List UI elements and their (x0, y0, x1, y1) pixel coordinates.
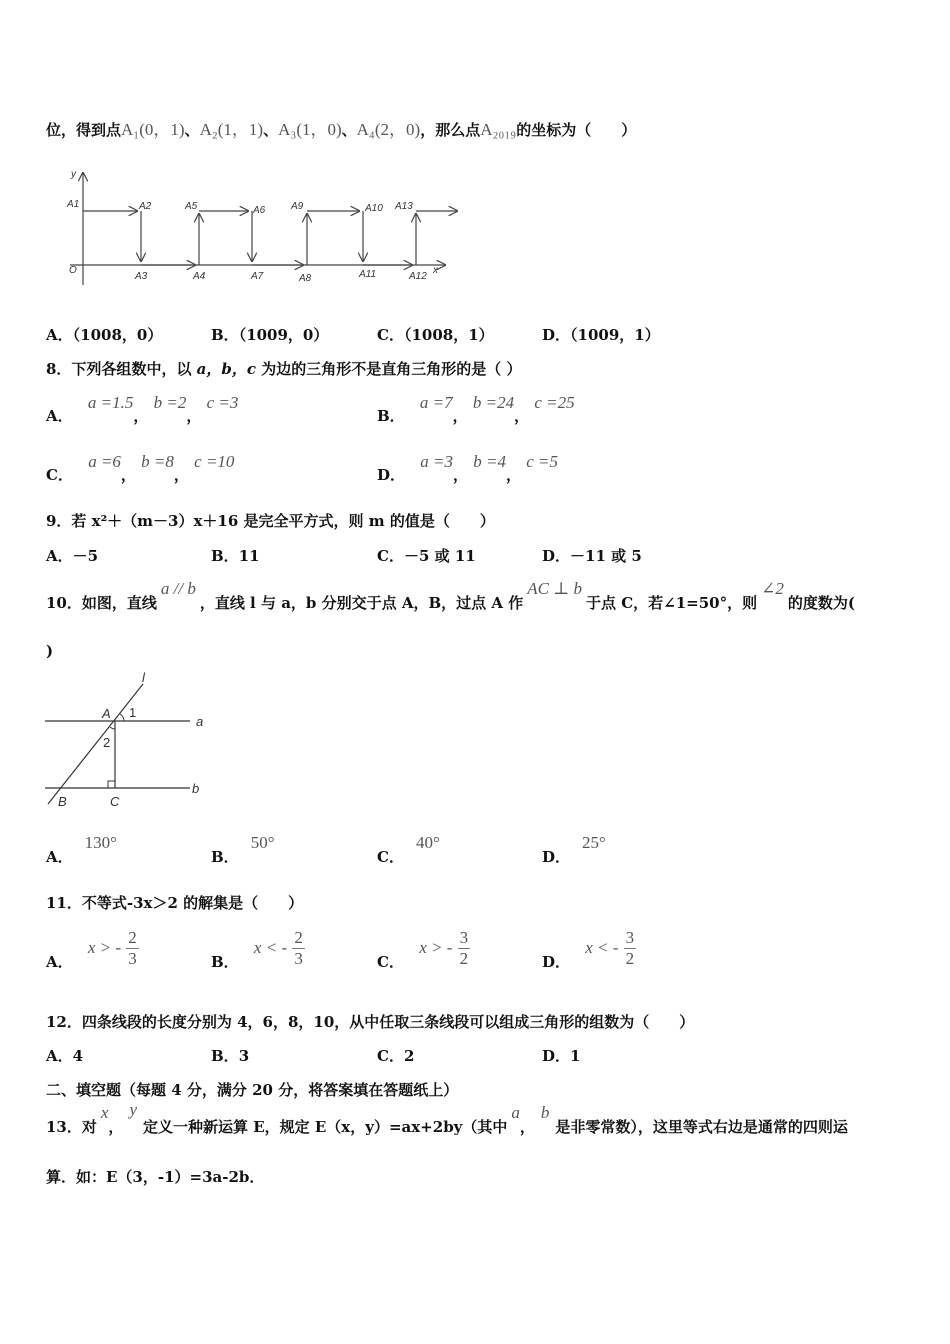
q8-stem: 8．下列各组数中，以 a，b，c 为边的三角形不是直角三角形的是（ ） (46, 360, 522, 378)
q12-option-d: D．1 (542, 1047, 581, 1065)
q10-label-B: B (58, 794, 67, 809)
q7-label-x: x (433, 265, 438, 276)
q7-label-a1: A1 (67, 199, 80, 210)
q10-stem: 10．如图，直线a // b，直线 l 与 a，b 分别交于点 A，B，过点 A 作AC ⊥ b于点 C，若∠1=50°，则∠2的度数为( (46, 579, 855, 612)
q7-label-a2: A2 (139, 201, 152, 212)
q10-angle1-arc (120, 714, 124, 721)
q12-stem: 12．四条线段的长度分别为 4，6，8，10，从中任取三条线段可以组成三角形的组数为（ ） (46, 1013, 695, 1031)
q7-label-a9: A9 (291, 201, 304, 212)
q7-suffix2: 的坐标为（ ） (516, 121, 637, 139)
q8-option-b: B． a =7， b =24， c =25 (377, 393, 575, 425)
q10-label-l: l (142, 672, 145, 685)
q10-stem-close: ) (46, 642, 54, 660)
q11-stem: 11．不等式-3x＞2 的解集是（ ） (46, 894, 304, 912)
q7-point-target: A₂₀₁₉ (480, 120, 517, 139)
q8-option-c: C． a =6， b =8， c =10 (46, 452, 235, 484)
q7-sep-2: 、 (263, 121, 279, 139)
q11-option-c: C． x > - $\frac{3}{2}$ (377, 928, 469, 971)
q11-option-a: A． x > - $\frac{2}{3}$ (46, 928, 137, 971)
q10-label-A: A (102, 706, 111, 721)
q10-option-a: A．130° (46, 833, 117, 866)
q7-option-a: A．（1008，0） (46, 326, 163, 344)
q7-label-a3: A3 (135, 271, 148, 282)
q7-label-a7: A7 (251, 271, 264, 282)
q7-point-a2: A₂(1，1) (199, 120, 264, 139)
q10-figure (40, 672, 220, 812)
q7-point-a4: A₄(2，0) (356, 120, 421, 139)
q10-label-C: C (110, 794, 120, 809)
q7-label-a5: A5 (185, 201, 198, 212)
q10-angle2-arc (110, 727, 115, 729)
q7-figure (55, 165, 475, 295)
q7-label-a11: A11 (359, 269, 377, 280)
q10-option-d: D．25° (542, 833, 606, 866)
q10-option-b: B．50° (211, 833, 275, 866)
q8-option-d: D． a =3， b =4， c =5 (377, 452, 558, 484)
q7-option-b: B．（1009，0） (211, 326, 329, 344)
q7-label-a8: A8 (299, 273, 312, 284)
q11-option-d: D． x < - $\frac{3}{2}$ (542, 928, 635, 971)
q7-point-a3: A₃(1，0) (278, 120, 342, 139)
q7-option-c: C．（1008，1） (377, 326, 494, 344)
q13-stem-line2: 算．如：E（3，-1）=3a-2b． (46, 1168, 265, 1186)
q10-option-c: C．40° (377, 833, 440, 866)
q7-label-a12: A12 (409, 271, 427, 282)
q13-stem: 13．对x，y定义一种新运算 E，规定 E（x，y）=ax+2by（其中a，b是非零常数），这里等式右边是通常的四则运 (46, 1100, 848, 1136)
q7-suffix1: ，那么点 (420, 121, 481, 139)
q9-option-d: D．－11 或 5 (542, 547, 642, 565)
q10-label-1: 1 (129, 705, 137, 720)
q7-path (83, 211, 457, 265)
q12-option-a: A．4 (46, 1047, 84, 1065)
q10-label-2: 2 (103, 735, 111, 750)
q12-option-b: B．3 (211, 1047, 250, 1065)
q7-label-y: y (71, 169, 76, 180)
q7-option-d: D．（1009，1） (542, 326, 660, 344)
q10-label-b: b (192, 781, 200, 796)
q7-sep-3: 、 (341, 121, 357, 139)
q7-stem (46, 115, 636, 140)
q7-sep-1: 、 (184, 121, 200, 139)
q9-option-c: C．－5 或 11 (377, 547, 476, 565)
q10-line-l (48, 684, 143, 804)
q7-stem-prefix: 位，得到点 (46, 121, 122, 139)
q7-label-a6: A6 (253, 205, 266, 216)
q9-option-b: B．11 (211, 547, 260, 565)
q8-option-a: A． a =1.5， b =2， c =3 (46, 393, 239, 425)
q7-label-a13: A13 (395, 201, 413, 212)
q10-right-angle-mark (108, 781, 115, 788)
q10-label-a: a (196, 714, 204, 729)
q9-option-a: A．－5 (46, 547, 99, 565)
q7-label-a4: A4 (193, 271, 206, 282)
q12-option-c: C．2 (377, 1047, 415, 1065)
q11-option-b: B． x < - $\frac{2}{3}$ (211, 928, 303, 971)
section-2-title: 二、填空题（每题 4 分，满分 20 分，将答案填在答题纸上） (46, 1081, 459, 1099)
q7-point-a1: A₁(0，1) (121, 120, 185, 139)
q9-stem: 9．若 x²＋（m－3）x＋16 是完全平方式，则 m 的值是（ ） (46, 512, 495, 530)
q7-label-a10: A10 (365, 203, 383, 214)
q7-label-o: O (69, 265, 77, 276)
